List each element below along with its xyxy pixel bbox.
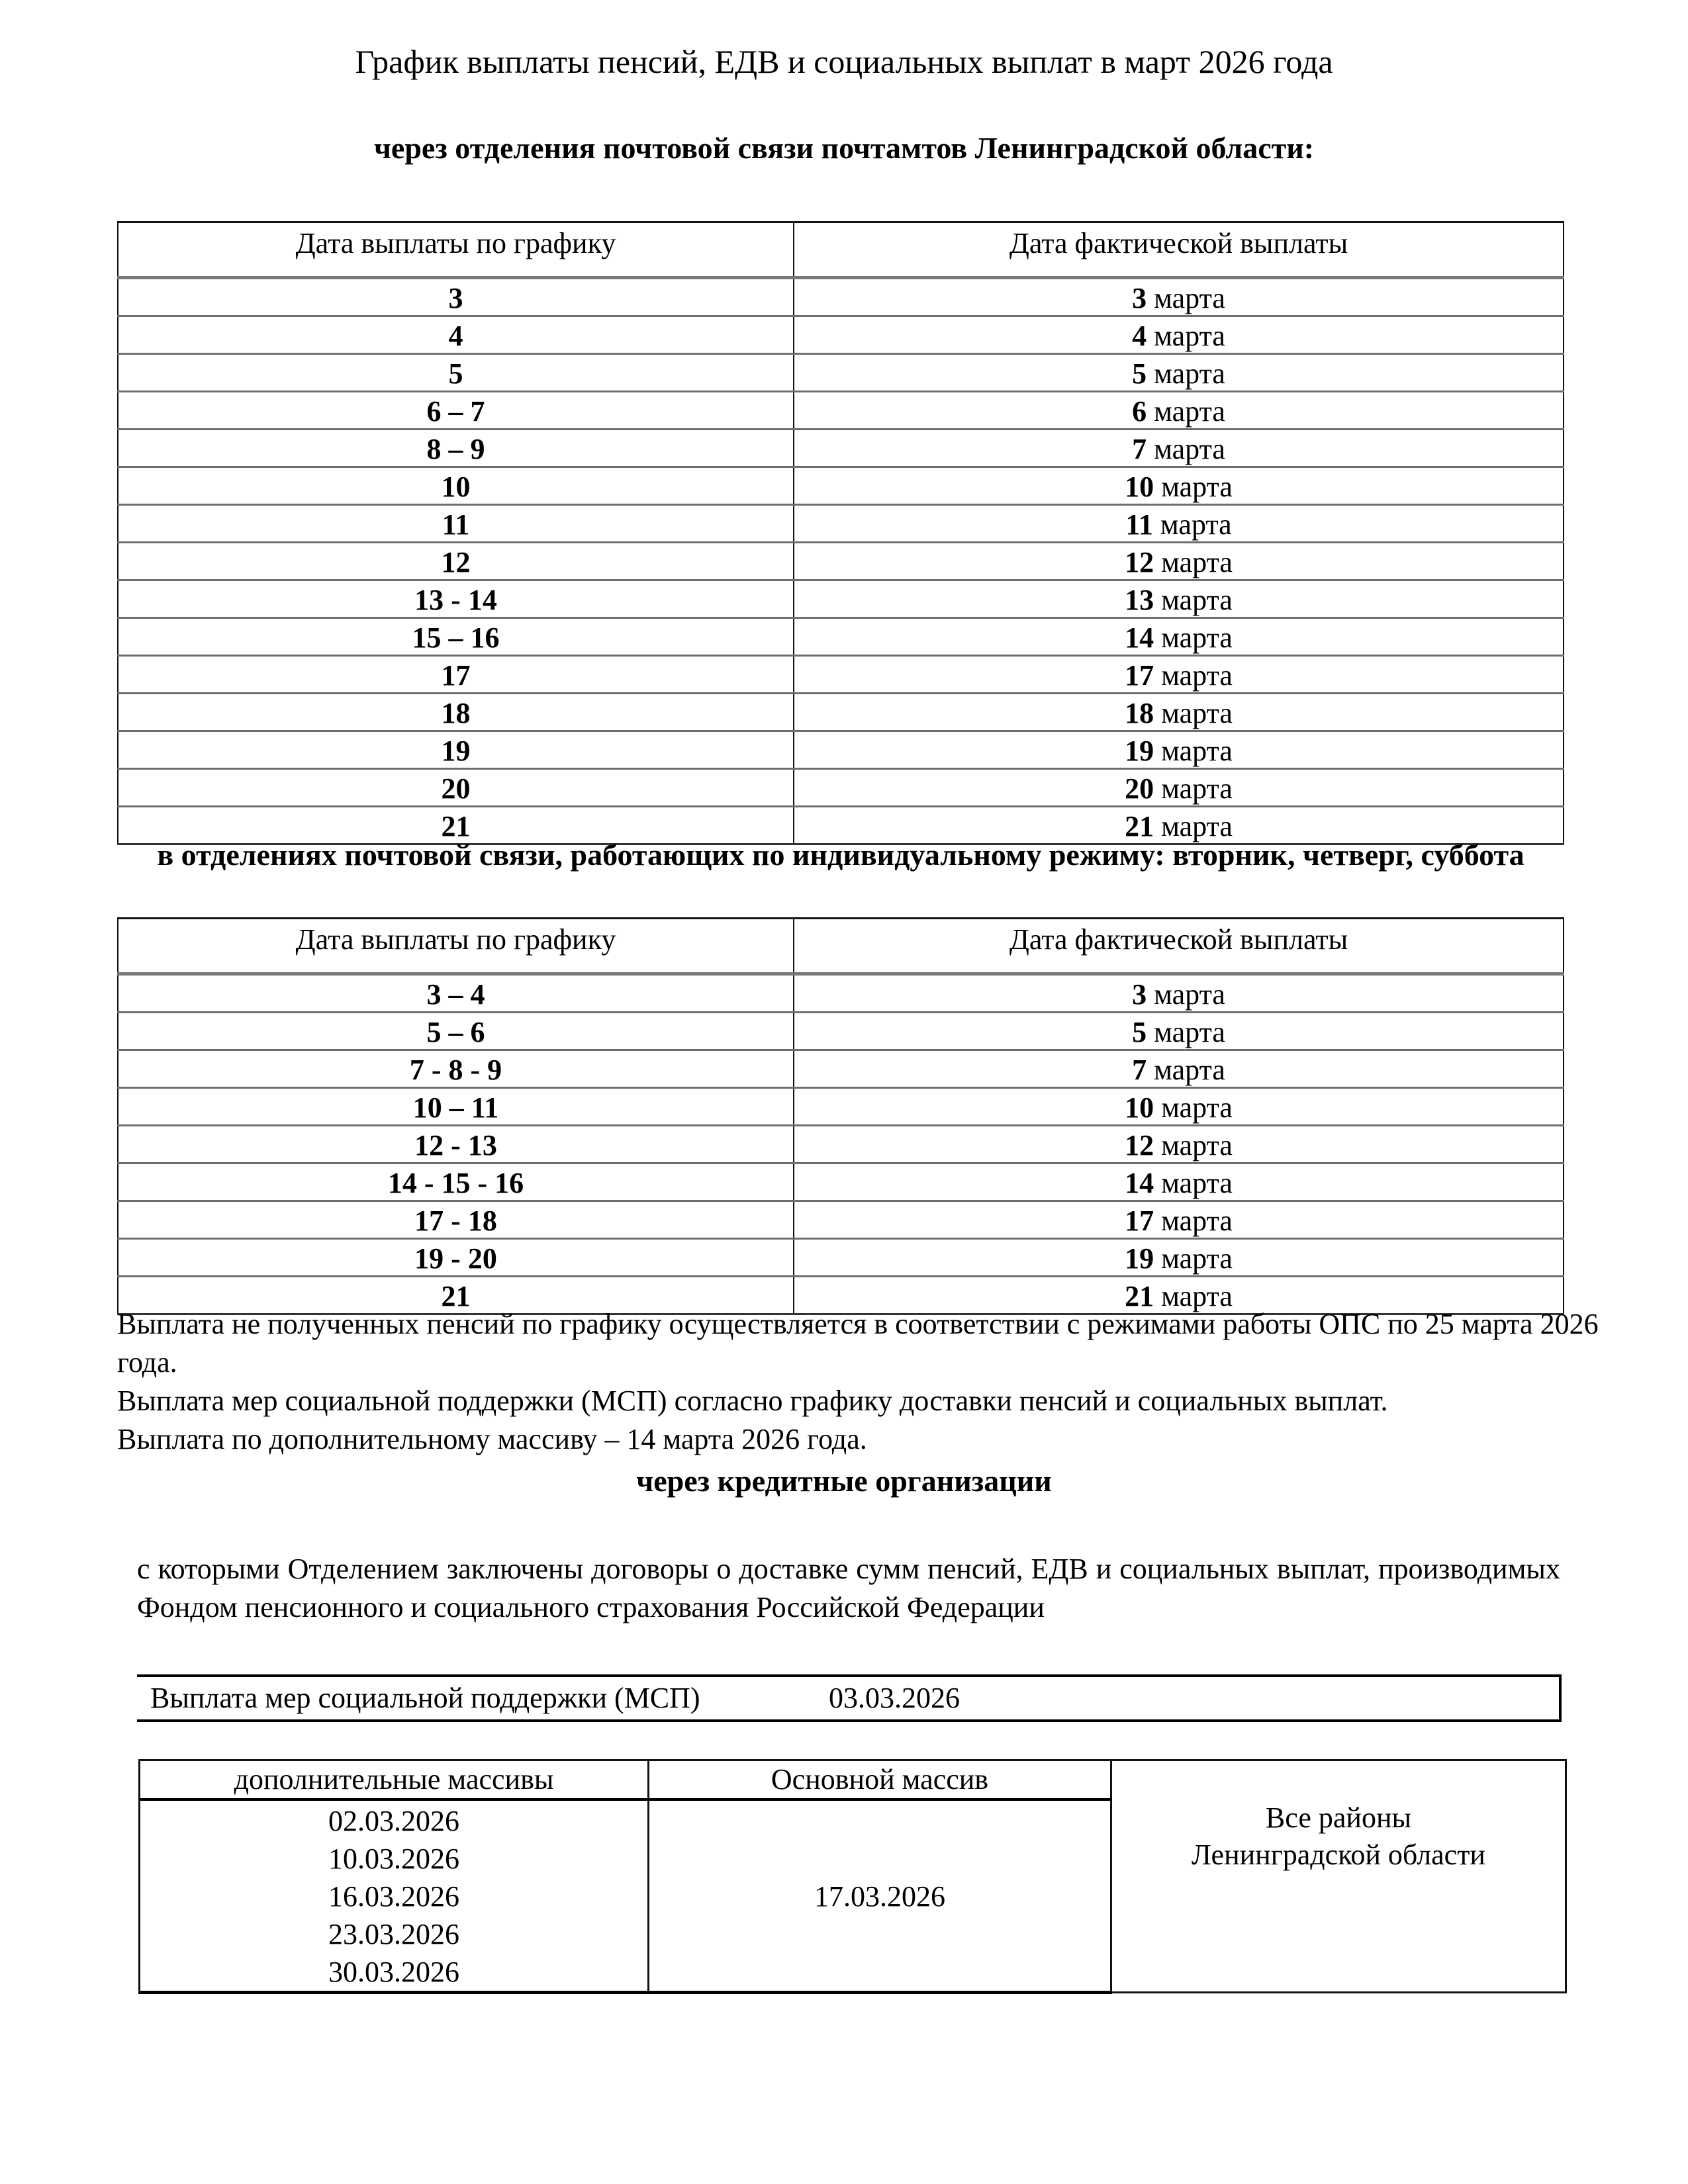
payment-arrays-table bbox=[138, 1759, 1567, 1994]
table-row bbox=[118, 316, 1564, 354]
actual-day: 21 bbox=[1125, 1280, 1154, 1312]
table-row bbox=[118, 580, 1564, 618]
additional-date: 23.03.2026 bbox=[328, 1918, 459, 1950]
table-row bbox=[118, 467, 1564, 505]
actual-month: марта bbox=[1147, 433, 1225, 465]
table-row bbox=[118, 543, 1564, 580]
main-array-date: 17.03.2026 bbox=[649, 1799, 1111, 1993]
note-additional-array: Выплата по дополнительному массиву – 14 марта 2026 года. bbox=[117, 1423, 867, 1455]
scheduled-date-cell: 3 bbox=[118, 278, 794, 316]
actual-day: 12 bbox=[1125, 546, 1154, 578]
individual-schedule-body bbox=[118, 974, 1564, 1314]
table-row bbox=[118, 430, 1564, 467]
table-row bbox=[118, 1163, 1564, 1201]
actual-day: 7 bbox=[1132, 433, 1147, 465]
actual-month: марта bbox=[1154, 621, 1233, 654]
actual-day: 12 bbox=[1125, 1129, 1154, 1161]
actual-day: 5 bbox=[1132, 1016, 1147, 1048]
table-row bbox=[118, 505, 1564, 543]
actual-month: марта bbox=[1154, 697, 1233, 729]
actual-date-cell bbox=[794, 769, 1564, 807]
table-row bbox=[118, 769, 1564, 807]
actual-month: марта bbox=[1154, 659, 1233, 692]
table-row bbox=[118, 1201, 1564, 1239]
scheduled-date-cell: 5 – 6 bbox=[118, 1013, 794, 1050]
actual-date-cell bbox=[794, 656, 1564, 694]
actual-day: 11 bbox=[1125, 508, 1153, 541]
table-row bbox=[118, 392, 1564, 430]
table-row bbox=[118, 618, 1564, 656]
table-row bbox=[118, 278, 1564, 316]
regions-cell bbox=[1111, 1760, 1566, 1993]
scheduled-date-cell: 3 – 4 bbox=[118, 974, 794, 1013]
actual-date-cell bbox=[794, 354, 1564, 392]
scheduled-date-cell: 6 – 7 bbox=[118, 392, 794, 430]
actual-month: марта bbox=[1154, 1242, 1233, 1275]
scheduled-date-cell: 19 bbox=[118, 731, 794, 769]
table-header-row bbox=[118, 919, 1564, 974]
table-row bbox=[118, 1050, 1564, 1088]
scheduled-date-cell: 13 - 14 bbox=[118, 580, 794, 618]
actual-date-cell bbox=[794, 392, 1564, 430]
actual-day: 10 bbox=[1125, 471, 1154, 503]
scheduled-date-cell: 14 - 15 - 16 bbox=[118, 1163, 794, 1201]
table-row bbox=[118, 974, 1564, 1013]
table-row bbox=[118, 1239, 1564, 1277]
actual-date-cell bbox=[794, 278, 1564, 316]
msp-date: 03.03.2026 bbox=[829, 1682, 960, 1714]
actual-day: 18 bbox=[1125, 697, 1154, 729]
actual-month: марта bbox=[1154, 584, 1233, 616]
section-heading-credit-orgs: через кредитные организации bbox=[636, 1464, 1052, 1498]
individual-schedule-table bbox=[117, 917, 1564, 1315]
table-row bbox=[118, 656, 1564, 694]
actual-day: 17 bbox=[1125, 659, 1154, 692]
actual-date-cell bbox=[794, 694, 1564, 731]
actual-day: 3 bbox=[1132, 978, 1147, 1011]
actual-day: 4 bbox=[1132, 320, 1147, 352]
scheduled-date-cell: 17 bbox=[118, 656, 794, 694]
column-header-actual-date: Дата фактической выплаты bbox=[794, 919, 1564, 974]
actual-date-cell bbox=[794, 580, 1564, 618]
actual-month: марта bbox=[1154, 772, 1233, 805]
scheduled-date-cell: 19 - 20 bbox=[118, 1239, 794, 1277]
actual-month: марта bbox=[1154, 810, 1233, 842]
actual-date-cell bbox=[794, 1163, 1564, 1201]
scheduled-date-cell: 10 – 11 bbox=[118, 1088, 794, 1126]
additional-date: 30.03.2026 bbox=[328, 1956, 459, 1988]
actual-date-cell bbox=[794, 1126, 1564, 1163]
actual-date-cell bbox=[794, 316, 1564, 354]
column-header-scheduled-date: Дата выплаты по графику bbox=[118, 919, 794, 974]
scheduled-date-cell: 12 bbox=[118, 543, 794, 580]
actual-day: 13 bbox=[1125, 584, 1154, 616]
msp-payment-box bbox=[137, 1674, 1562, 1722]
actual-date-cell bbox=[794, 1050, 1564, 1088]
actual-date-cell bbox=[794, 505, 1564, 543]
arrays-header-row bbox=[140, 1760, 1566, 1800]
additional-date: 02.03.2026 bbox=[328, 1805, 459, 1837]
table-row bbox=[118, 1013, 1564, 1050]
table-header-row bbox=[118, 222, 1564, 278]
section-heading-post-offices: через отделения почтовой связи почтамтов Ленинградской области: bbox=[373, 131, 1315, 165]
actual-month: марта bbox=[1147, 320, 1225, 352]
scheduled-date-cell: 5 bbox=[118, 354, 794, 392]
actual-day: 19 bbox=[1125, 735, 1154, 767]
page-title: График выплаты пенсий, ЕДВ и социальных выплат в март 2026 года bbox=[355, 43, 1333, 80]
column-header-additional-arrays: дополнительные массивы bbox=[140, 1760, 649, 1800]
table-row bbox=[118, 354, 1564, 392]
column-header-main-array: Основной массив bbox=[649, 1760, 1111, 1800]
note-unreceived-pensions: Выплата не полученных пенсий по графику осуществляется в соответствии с режимами работы ОПС по 25 марта 2026 года. bbox=[117, 1308, 1599, 1379]
scheduled-date-cell: 4 bbox=[118, 316, 794, 354]
regions-line-1: Все районы bbox=[1265, 1801, 1412, 1834]
actual-date-cell bbox=[794, 543, 1564, 580]
actual-day: 6 bbox=[1132, 395, 1147, 428]
additional-date: 16.03.2026 bbox=[328, 1880, 459, 1913]
actual-month: марта bbox=[1154, 1205, 1233, 1237]
scheduled-date-cell: 21 bbox=[118, 1277, 794, 1314]
actual-date-cell bbox=[794, 974, 1564, 1013]
actual-date-cell bbox=[794, 618, 1564, 656]
actual-date-cell bbox=[794, 1201, 1564, 1239]
actual-day: 5 bbox=[1132, 357, 1147, 390]
credit-orgs-description: с которыми Отделением заключены договоры о доставке сумм пенсий, ЕДВ и социальных выплат, производимых Фондом пенсионного и социального страхования Российской Федерации bbox=[137, 1553, 1560, 1623]
scheduled-date-cell: 21 bbox=[118, 807, 794, 844]
scheduled-date-cell: 8 – 9 bbox=[118, 430, 794, 467]
actual-month: марта bbox=[1147, 978, 1225, 1011]
actual-month: марта bbox=[1154, 735, 1233, 767]
actual-month: марта bbox=[1154, 1167, 1233, 1199]
actual-day: 21 bbox=[1125, 810, 1154, 842]
actual-date-cell bbox=[794, 467, 1564, 505]
post-schedule-body bbox=[118, 278, 1564, 844]
scheduled-date-cell: 12 - 13 bbox=[118, 1126, 794, 1163]
actual-month: марта bbox=[1154, 546, 1233, 578]
scheduled-date-cell: 7 - 8 - 9 bbox=[118, 1050, 794, 1088]
actual-day: 14 bbox=[1125, 1167, 1154, 1199]
section-heading-individual-mode: в отделениях почтовой связи, работающих по индивидуальному режиму: вторник, четверг, суббота bbox=[157, 838, 1524, 872]
actual-month: марта bbox=[1154, 1280, 1233, 1312]
actual-month: марта bbox=[1147, 1016, 1225, 1048]
column-header-scheduled-date: Дата выплаты по графику bbox=[118, 222, 794, 278]
actual-date-cell bbox=[794, 1239, 1564, 1277]
actual-month: марта bbox=[1154, 1129, 1233, 1161]
actual-day: 14 bbox=[1125, 621, 1154, 654]
post-schedule-table bbox=[117, 221, 1564, 845]
additional-date: 10.03.2026 bbox=[328, 1843, 459, 1875]
scheduled-date-cell: 17 - 18 bbox=[118, 1201, 794, 1239]
actual-date-cell bbox=[794, 1088, 1564, 1126]
table-row bbox=[118, 731, 1564, 769]
note-social-support: Выплата мер социальной поддержки (МСП) согласно графику доставки пенсий и социальных выплат. bbox=[117, 1385, 1388, 1417]
actual-day: 10 bbox=[1125, 1091, 1154, 1124]
actual-date-cell bbox=[794, 731, 1564, 769]
actual-day: 7 bbox=[1132, 1054, 1147, 1086]
actual-month: марта bbox=[1154, 1091, 1233, 1124]
table-row bbox=[118, 1088, 1564, 1126]
scheduled-date-cell: 20 bbox=[118, 769, 794, 807]
actual-day: 19 bbox=[1125, 1242, 1154, 1275]
actual-day: 17 bbox=[1125, 1205, 1154, 1237]
additional-dates-cell bbox=[140, 1799, 649, 1993]
table-row bbox=[118, 1126, 1564, 1163]
scheduled-date-cell: 10 bbox=[118, 467, 794, 505]
scheduled-date-cell: 18 bbox=[118, 694, 794, 731]
actual-month: марта bbox=[1152, 508, 1232, 541]
actual-month: марта bbox=[1147, 1054, 1225, 1086]
actual-date-cell bbox=[794, 430, 1564, 467]
scheduled-date-cell: 15 – 16 bbox=[118, 618, 794, 656]
scheduled-date-cell: 11 bbox=[118, 505, 794, 543]
actual-day: 3 bbox=[1132, 282, 1147, 314]
table-row bbox=[118, 694, 1564, 731]
actual-day: 20 bbox=[1125, 772, 1154, 805]
regions-line-2: Ленинградской области bbox=[1192, 1839, 1485, 1871]
actual-date-cell bbox=[794, 1013, 1564, 1050]
actual-month: марта bbox=[1154, 471, 1233, 503]
msp-label: Выплата мер социальной поддержки (МСП) bbox=[150, 1682, 700, 1714]
column-header-actual-date: Дата фактической выплаты bbox=[794, 222, 1564, 278]
actual-month: марта bbox=[1147, 357, 1225, 390]
actual-month: марта bbox=[1147, 282, 1225, 314]
actual-month: марта bbox=[1147, 395, 1225, 428]
